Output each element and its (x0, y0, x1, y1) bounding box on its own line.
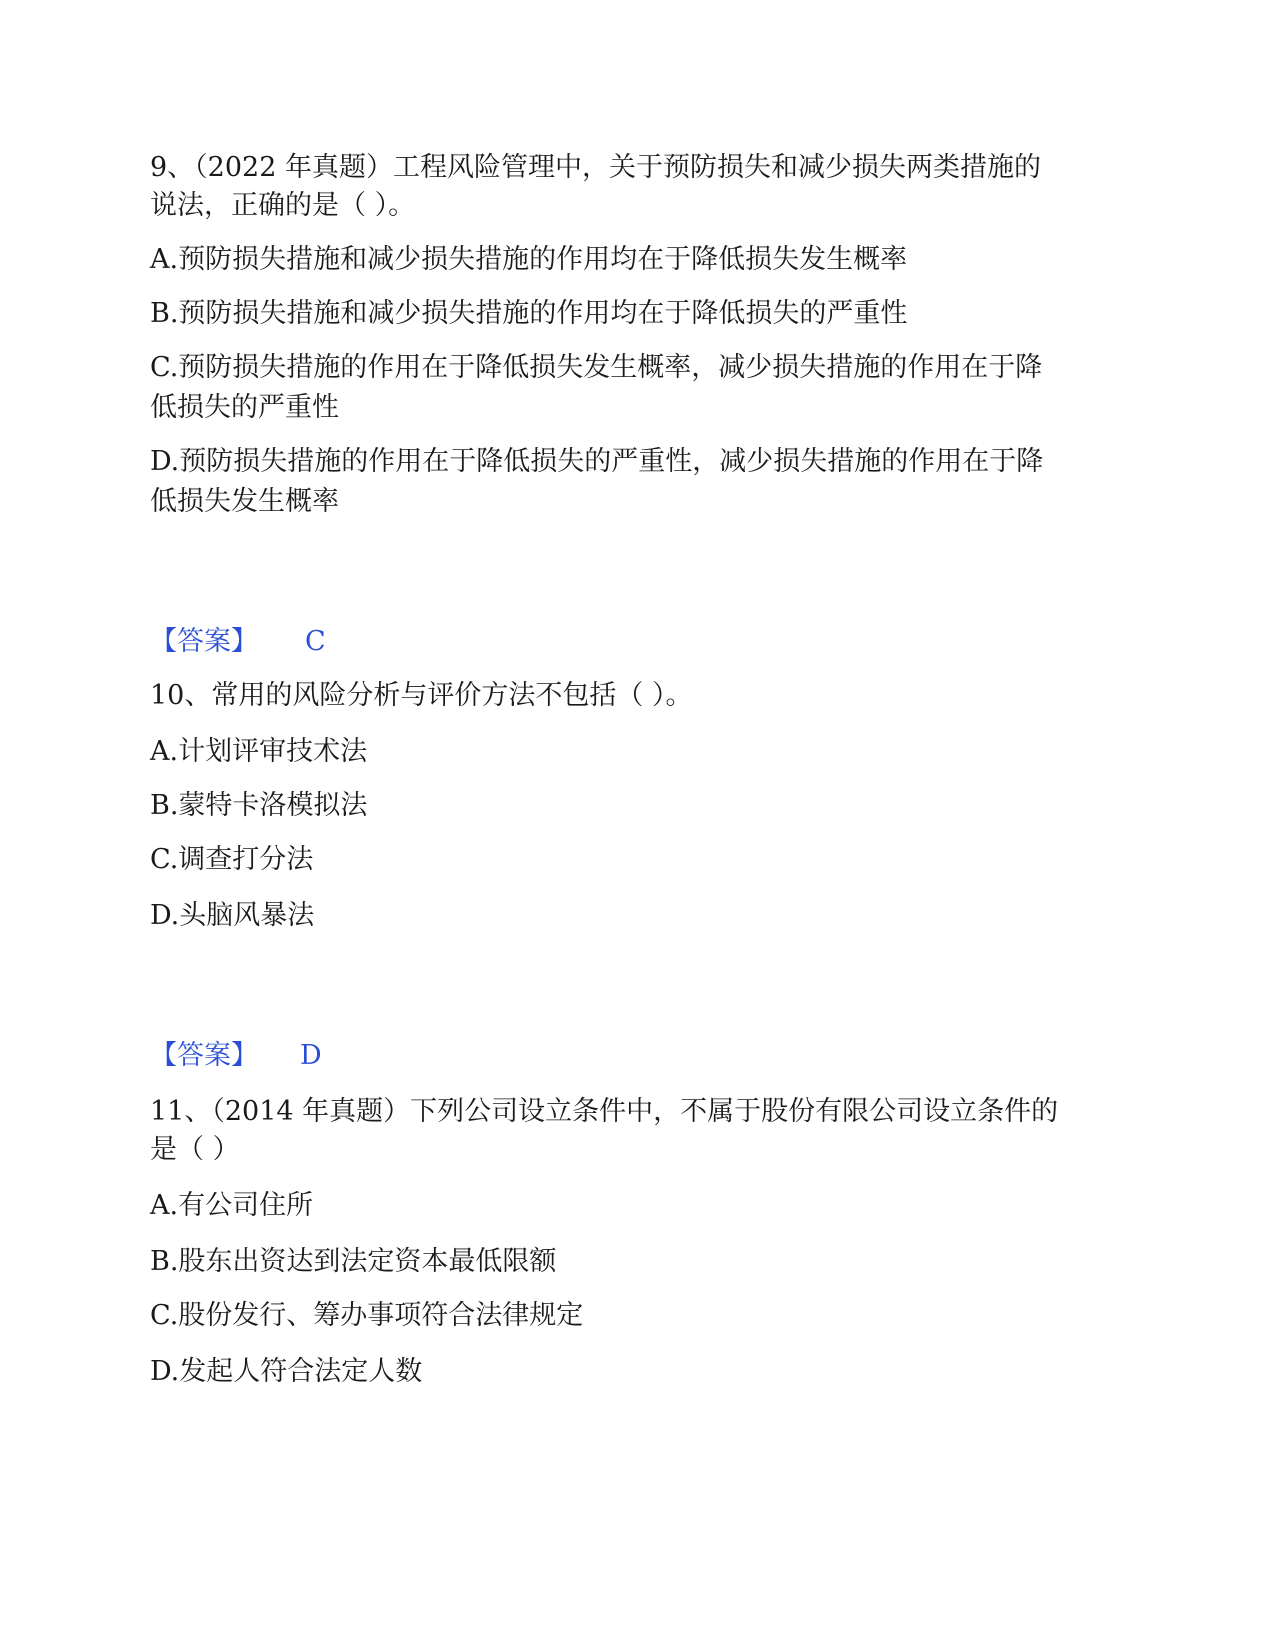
question-9-option-c-line1: C.预防损失措施的作用在于降低损失发生概率，减少损失措施的作用在于降 (150, 352, 1043, 383)
question-9-stem-line2: 说法，正确的是（ ）。 (150, 190, 416, 221)
question-9-option-d-line1: D.预防损失措施的作用在于降低损失的严重性，减少损失措施的作用在于降 (150, 446, 1044, 477)
answer-label: 【答案】 (150, 626, 258, 657)
question-9-answer (150, 622, 1130, 662)
question-10-option-b: B.蒙特卡洛模拟法 (150, 790, 368, 821)
question-10-answer (150, 1036, 1130, 1076)
question-11-option-c: C.股份发行、筹办事项符合法律规定 (150, 1300, 584, 1331)
question-11-stem-line2: 是（ ） (150, 1134, 240, 1165)
question-11-stem-line1: 11、（2014 年真题）下列公司设立条件中，不属于股份有限公司设立条件的 (150, 1096, 1059, 1127)
answer-value: C (305, 626, 326, 657)
answer-label: 【答案】 (150, 1040, 258, 1071)
question-9-option-b: B.预防损失措施和减少损失措施的作用均在于降低损失的严重性 (150, 298, 908, 329)
question-10-stem: 10、常用的风险分析与评价方法不包括（ ）。 (150, 680, 693, 711)
question-11-option-d: D.发起人符合法定人数 (150, 1356, 423, 1387)
question-9-option-a: A.预防损失措施和减少损失措施的作用均在于降低损失发生概率 (150, 244, 908, 275)
question-11-option-a: A.有公司住所 (150, 1190, 314, 1221)
question-9-stem-line1: 9、（2022 年真题）工程风险管理中，关于预防损失和减少损失两类措施的 (150, 152, 1041, 183)
answer-value: D (300, 1040, 322, 1071)
question-11-option-b: B.股东出资达到法定资本最低限额 (150, 1246, 557, 1277)
question-10-option-c: C.调查打分法 (150, 844, 314, 875)
question-10-option-d: D.头脑风暴法 (150, 900, 315, 931)
question-9-option-c-line2: 低损失的严重性 (150, 392, 339, 423)
question-10-option-a: A.计划评审技术法 (150, 736, 368, 767)
question-9-option-d-line2: 低损失发生概率 (150, 486, 339, 517)
